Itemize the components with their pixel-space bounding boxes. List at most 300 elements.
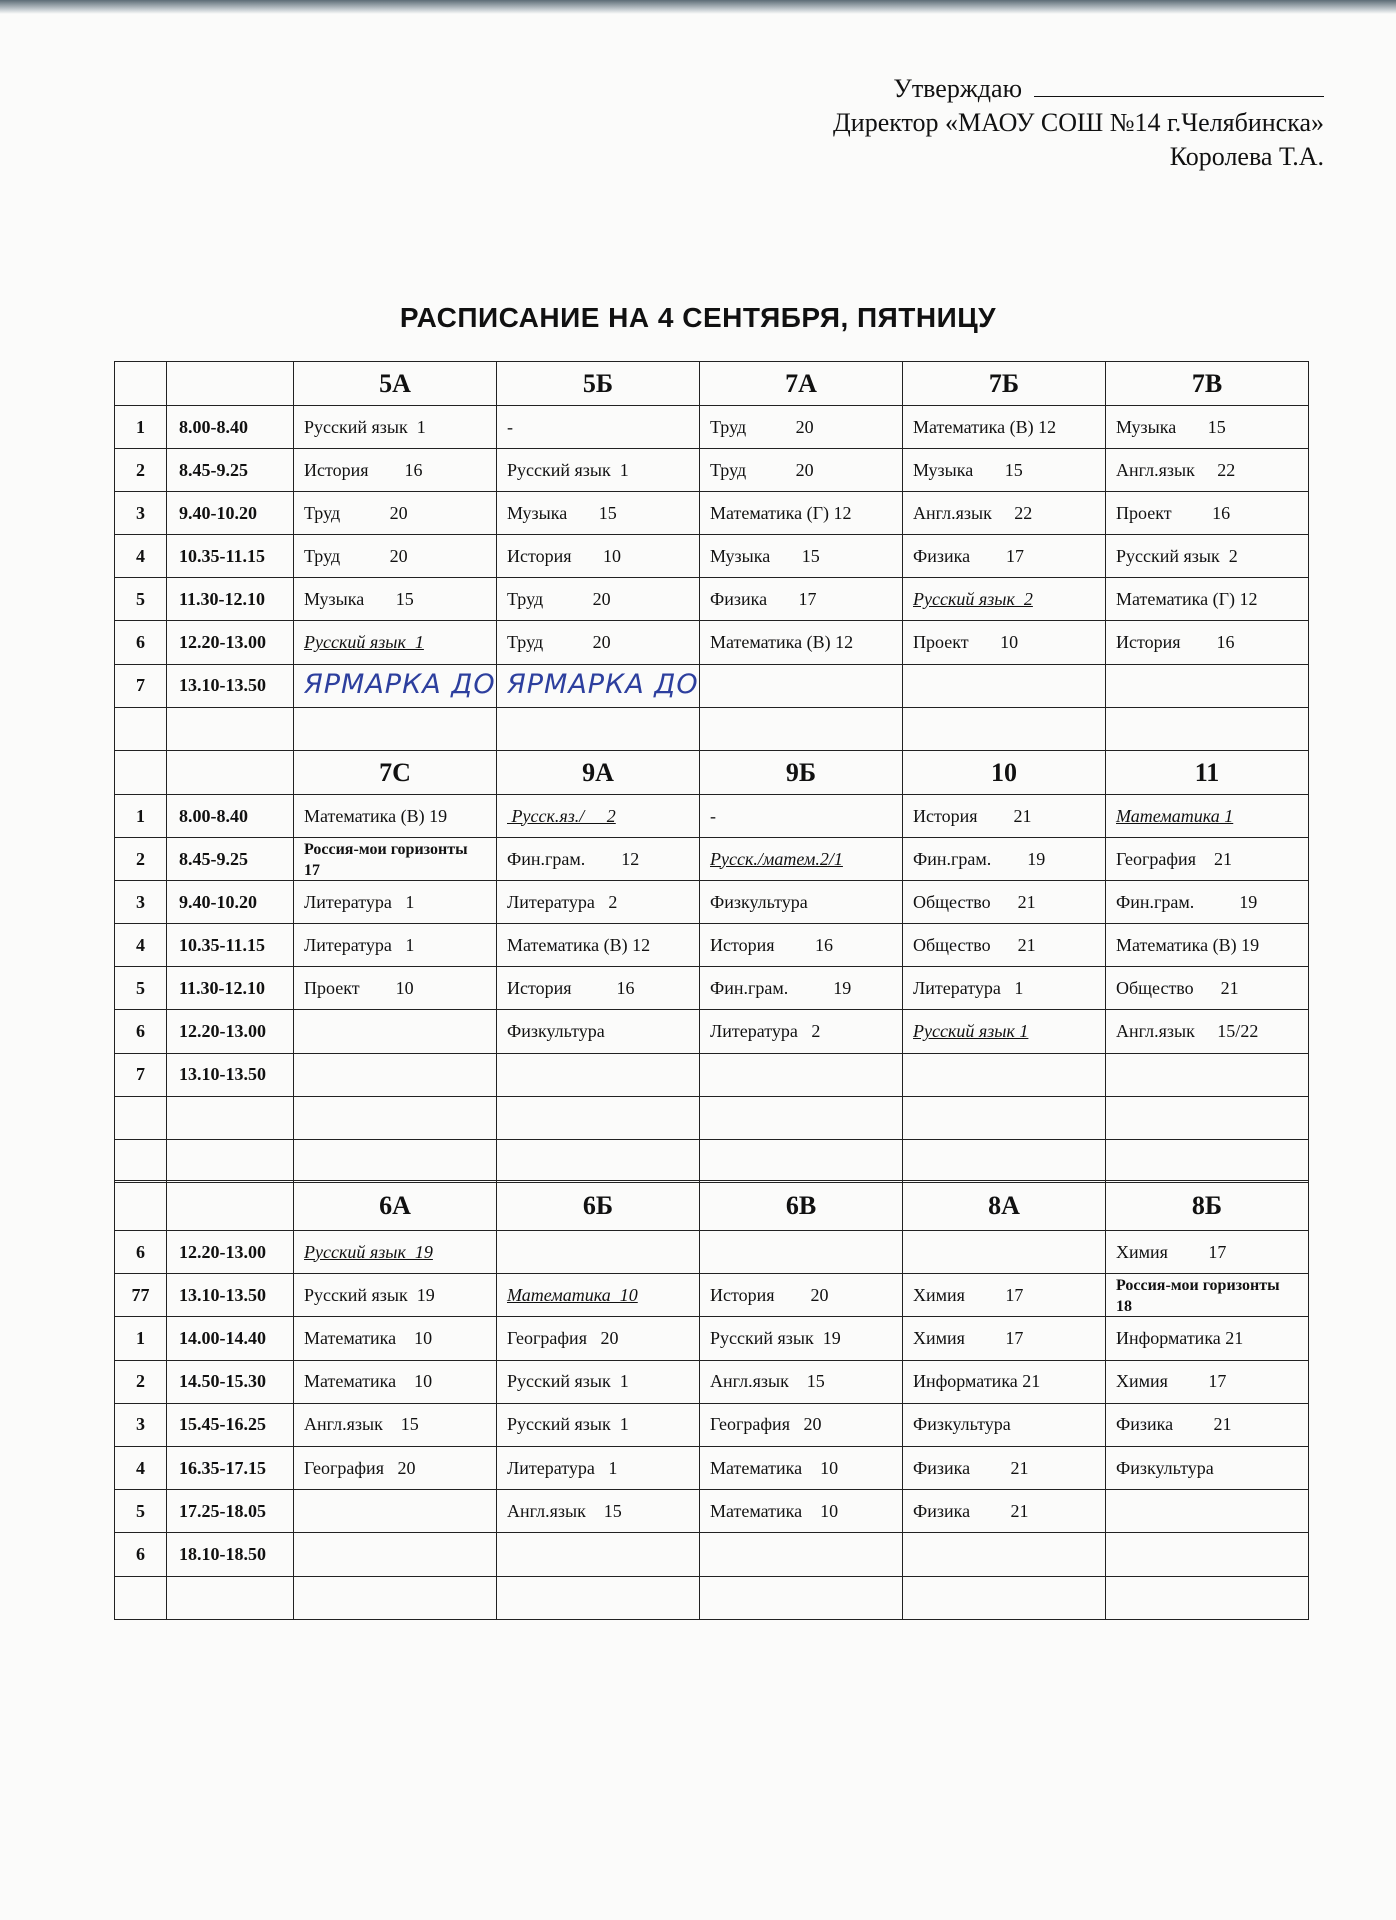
lesson-cell: [700, 1010, 903, 1053]
class-header: 5А: [294, 362, 497, 406]
lesson-cell: [294, 1096, 497, 1139]
subject-text: Математика 10: [710, 1500, 839, 1521]
class-header: 7С: [294, 751, 497, 795]
subject-text: Труд 20: [507, 632, 611, 653]
subject-text: География 21: [1116, 848, 1232, 869]
header-empty-cell: [167, 1181, 294, 1231]
subject-text: История 16: [304, 459, 423, 480]
class-header: 6В: [700, 1181, 903, 1231]
subject-text: Русский язык 2: [1116, 545, 1238, 566]
lesson-cell: [1106, 838, 1309, 881]
lesson-cell: [903, 492, 1106, 535]
lesson-cell: [294, 1317, 497, 1360]
subject-text: Русск./матем.2/1: [710, 848, 843, 869]
lesson-row: [115, 449, 1309, 492]
subject-text: Химия 17: [1116, 1241, 1227, 1262]
lesson-cell: [497, 1533, 700, 1576]
lesson-number: 1: [115, 1317, 167, 1360]
subject-text: История 20: [710, 1284, 829, 1305]
lesson-time: 8.00-8.40: [167, 795, 294, 838]
lesson-number: [115, 1139, 167, 1182]
class-header: 6А: [294, 1181, 497, 1231]
subject-text: Музыка 15: [913, 459, 1023, 480]
lesson-cell: [1106, 1053, 1309, 1096]
lesson-cell: [700, 621, 903, 664]
lesson-cell: [903, 664, 1106, 707]
header-empty-cell: [115, 1181, 167, 1231]
lesson-cell: [497, 881, 700, 924]
subject-text: Проект 16: [1116, 502, 1231, 523]
lesson-cell: [497, 1010, 700, 1053]
handwritten-note: ЯРМАРКА ДО: [507, 668, 699, 700]
lesson-cell: [903, 1139, 1106, 1182]
subject-text: Россия-мои горизонты 17: [304, 841, 468, 880]
lesson-cell: [294, 621, 497, 664]
subject-text: Физика 17: [913, 545, 1025, 566]
lesson-cell: [700, 664, 903, 707]
lesson-cell: [1106, 1490, 1309, 1533]
lesson-cell: [1106, 1446, 1309, 1489]
lesson-cell: [1106, 664, 1309, 707]
subject-text: География 20: [507, 1327, 619, 1348]
lesson-cell: [497, 1403, 700, 1446]
subject-text: Информатика 21: [913, 1371, 1041, 1392]
subject-text: Фин.грам. 19: [710, 977, 852, 998]
subject-text: Химия 17: [913, 1284, 1024, 1305]
subject-text: Музыка 15: [507, 502, 617, 523]
lesson-cell: [903, 707, 1106, 750]
class-header: 8А: [903, 1181, 1106, 1231]
lesson-row: [115, 967, 1309, 1010]
lesson-cell: [1106, 967, 1309, 1010]
subject-text: Физкультура: [1116, 1457, 1214, 1478]
lesson-cell: [903, 449, 1106, 492]
lesson-cell: [903, 1053, 1106, 1096]
subject-text: Математика 10: [304, 1371, 433, 1392]
class-header-row: [115, 362, 1309, 406]
lesson-time: 11.30-12.10: [167, 967, 294, 1010]
subject-text: История 16: [1116, 632, 1235, 653]
lesson-cell: [497, 535, 700, 578]
class-header: 6Б: [497, 1181, 700, 1231]
lesson-cell: [497, 838, 700, 881]
subject-text: Русский язык 19: [304, 1284, 435, 1305]
subject-text: Математика 10: [507, 1284, 638, 1305]
lesson-cell: [700, 1274, 903, 1317]
lesson-time: 13.10-13.50: [167, 1053, 294, 1096]
lesson-cell: [1106, 795, 1309, 838]
lesson-time: 13.10-13.50: [167, 664, 294, 707]
lesson-cell: [294, 578, 497, 621]
lesson-cell: [497, 1446, 700, 1489]
lesson-cell: [497, 1317, 700, 1360]
lesson-number: 6: [115, 621, 167, 664]
lesson-number: 2: [115, 1360, 167, 1403]
class-header: 10: [903, 751, 1106, 795]
lesson-cell: [294, 924, 497, 967]
lesson-cell: [294, 1403, 497, 1446]
subject-text: Химия 17: [1116, 1371, 1227, 1392]
lesson-number: 7: [115, 1053, 167, 1096]
lesson-row: [115, 1139, 1309, 1182]
lesson-cell: [497, 1139, 700, 1182]
subject-text: Музыка 15: [1116, 416, 1226, 437]
class-header: 7А: [700, 362, 903, 406]
subject-text: Русский язык 19: [304, 1241, 433, 1262]
subject-text: Физика 21: [1116, 1414, 1232, 1435]
lesson-row: [115, 1274, 1309, 1317]
lesson-row: [115, 881, 1309, 924]
lesson-number: 2: [115, 449, 167, 492]
lesson-cell: [903, 1576, 1106, 1619]
subject-text: История 16: [507, 977, 635, 998]
lesson-cell: [497, 492, 700, 535]
lesson-time: 15.45-16.25: [167, 1403, 294, 1446]
lesson-cell: [700, 924, 903, 967]
lesson-row: [115, 1490, 1309, 1533]
lesson-row: [115, 707, 1309, 750]
lesson-number: 2: [115, 838, 167, 881]
header-empty-cell: [115, 751, 167, 795]
lesson-time: 8.00-8.40: [167, 406, 294, 449]
subject-text: История 21: [913, 805, 1032, 826]
lesson-cell: [497, 1274, 700, 1317]
lesson-cell: [497, 578, 700, 621]
class-header: 9А: [497, 751, 700, 795]
subject-text: Англ.язык 15: [304, 1414, 419, 1435]
lesson-time: 8.45-9.25: [167, 449, 294, 492]
subject-text: Музыка 15: [710, 545, 820, 566]
lesson-cell: [700, 1317, 903, 1360]
subject-text: Русский язык 19: [710, 1327, 841, 1348]
lesson-cell: [497, 707, 700, 750]
lesson-time: 14.50-15.30: [167, 1360, 294, 1403]
lesson-cell: [497, 449, 700, 492]
subject-text: Физкультура: [710, 891, 808, 912]
subject-text: Англ.язык 22: [913, 502, 1033, 523]
lesson-cell: [294, 1360, 497, 1403]
lesson-cell: [497, 924, 700, 967]
lesson-time: [167, 1096, 294, 1139]
subject-text: Фин.грам. 12: [507, 848, 640, 869]
lesson-number: 7: [115, 664, 167, 707]
subject-text: Литература 2: [710, 1021, 821, 1042]
class-header: 9Б: [700, 751, 903, 795]
lesson-cell: [497, 1231, 700, 1274]
lesson-cell: [1106, 1533, 1309, 1576]
lesson-number: 6: [115, 1533, 167, 1576]
lesson-row: [115, 1403, 1309, 1446]
lesson-cell: [1106, 535, 1309, 578]
lesson-cell: [1106, 1576, 1309, 1619]
lesson-number: 1: [115, 795, 167, 838]
subject-text: Математика 10: [304, 1327, 433, 1348]
lesson-number: 5: [115, 1490, 167, 1533]
lesson-cell: [700, 707, 903, 750]
lesson-time: 9.40-10.20: [167, 881, 294, 924]
lesson-row: [115, 1533, 1309, 1576]
subject-text: Математика (Г) 12: [1116, 588, 1258, 609]
class-header: 8Б: [1106, 1181, 1309, 1231]
lesson-row: [115, 1053, 1309, 1096]
lesson-row: [115, 492, 1309, 535]
subject-text: Общество 21: [913, 934, 1036, 955]
subject-text: -: [507, 416, 513, 437]
subject-text: Англ.язык 15: [710, 1371, 825, 1392]
director-name: Королева Т.А.: [1169, 142, 1324, 171]
lesson-row: [115, 1317, 1309, 1360]
lesson-cell: [497, 967, 700, 1010]
lesson-cell: [903, 1533, 1106, 1576]
lesson-cell: [903, 1096, 1106, 1139]
lesson-cell: [903, 924, 1106, 967]
lesson-cell: [1106, 1317, 1309, 1360]
subject-text: Русск.яз./ 2: [507, 805, 616, 826]
subject-text: Англ.язык 15/22: [1116, 1021, 1259, 1042]
lesson-cell: [903, 1317, 1106, 1360]
signature-blank: [1034, 70, 1324, 97]
lesson-cell: [497, 1053, 700, 1096]
lesson-cell: [294, 795, 497, 838]
lesson-cell: [903, 535, 1106, 578]
lesson-time: 18.10-18.50: [167, 1533, 294, 1576]
lesson-cell: [294, 1053, 497, 1096]
lesson-cell: [1106, 449, 1309, 492]
lesson-cell: [1106, 1360, 1309, 1403]
subject-text: Физика 17: [710, 588, 817, 609]
schedule-table-2: [114, 750, 1309, 1183]
subject-text: Литература 1: [304, 891, 415, 912]
subject-text: Труд 20: [710, 416, 814, 437]
subject-text: Физкультура: [507, 1021, 605, 1042]
lesson-row: [115, 406, 1309, 449]
schedule-table-1: [114, 361, 1309, 751]
lesson-time: 10.35-11.15: [167, 535, 294, 578]
lesson-number: [115, 1576, 167, 1619]
subject-text: Математика (В) 19: [1116, 934, 1260, 955]
subject-text: Труд 20: [710, 459, 814, 480]
class-header: 7Б: [903, 362, 1106, 406]
subject-text: Литература 1: [507, 1457, 618, 1478]
lesson-cell: [294, 535, 497, 578]
lesson-cell: [903, 967, 1106, 1010]
lesson-time: 11.30-12.10: [167, 578, 294, 621]
lesson-cell: [497, 795, 700, 838]
lesson-cell: [903, 795, 1106, 838]
lesson-cell: [1106, 578, 1309, 621]
subject-text: География 20: [304, 1457, 416, 1478]
lesson-cell: [700, 492, 903, 535]
lesson-number: 77: [115, 1274, 167, 1317]
class-header-row: [115, 751, 1309, 795]
handwritten-note: ЯРМАРКА ДО: [304, 668, 496, 700]
subject-text: Химия 17: [913, 1327, 1024, 1348]
subject-text: Русский язык 1: [507, 459, 629, 480]
lesson-cell: [903, 406, 1106, 449]
lesson-number: 5: [115, 578, 167, 621]
subject-text: Физкультура: [913, 1414, 1011, 1435]
lesson-row: [115, 1446, 1309, 1489]
subject-text: Математика (В) 12: [913, 416, 1057, 437]
subject-text: Литература 1: [913, 977, 1024, 998]
subject-text: Россия-мои горизонты 18: [1116, 1277, 1280, 1316]
lesson-time: 12.20-13.00: [167, 621, 294, 664]
lesson-cell: [700, 1446, 903, 1489]
lesson-cell: [294, 707, 497, 750]
lesson-cell: [294, 1446, 497, 1489]
subject-text: Англ.язык 15: [507, 1500, 622, 1521]
subject-text: Литература 1: [304, 934, 415, 955]
subject-text: Русский язык 1: [304, 416, 426, 437]
subject-text: Физика 21: [913, 1500, 1029, 1521]
lesson-row: [115, 535, 1309, 578]
subject-text: Математика (В) 12: [710, 632, 854, 653]
approval-block: [724, 70, 1324, 174]
lesson-cell: [700, 795, 903, 838]
lesson-cell: [700, 1533, 903, 1576]
subject-text: Математика (В) 12: [507, 934, 651, 955]
lesson-cell: [294, 967, 497, 1010]
lesson-time: 12.20-13.00: [167, 1231, 294, 1274]
lesson-number: 4: [115, 924, 167, 967]
lesson-number: 4: [115, 535, 167, 578]
header-empty-cell: [167, 751, 294, 795]
lesson-cell: [700, 535, 903, 578]
lesson-cell: [700, 1403, 903, 1446]
lesson-cell: [294, 1576, 497, 1619]
lesson-cell: [1106, 1274, 1309, 1317]
subject-text: Труд 20: [507, 588, 611, 609]
subject-text: Труд 20: [304, 502, 408, 523]
lesson-cell: [903, 1274, 1106, 1317]
lesson-cell: [903, 1360, 1106, 1403]
lesson-cell: [903, 1231, 1106, 1274]
lesson-cell: [903, 838, 1106, 881]
subject-text: Русский язык 1: [507, 1371, 629, 1392]
lesson-cell: [700, 1096, 903, 1139]
subject-text: Литература 2: [507, 891, 618, 912]
subject-text: География 20: [710, 1414, 822, 1435]
subject-text: Труд 20: [304, 545, 408, 566]
subject-text: История 16: [710, 934, 834, 955]
lesson-cell: [903, 1490, 1106, 1533]
lesson-time: [167, 707, 294, 750]
lesson-number: [115, 707, 167, 750]
subject-text: Проект 10: [913, 632, 1019, 653]
lesson-row: [115, 795, 1309, 838]
lesson-time: 12.20-13.00: [167, 1010, 294, 1053]
lesson-time: [167, 1139, 294, 1182]
lesson-number: 3: [115, 492, 167, 535]
lesson-row: [115, 621, 1309, 664]
lesson-cell: [1106, 492, 1309, 535]
lesson-cell: [1106, 1403, 1309, 1446]
lesson-cell: [700, 1576, 903, 1619]
lesson-cell: [1106, 1010, 1309, 1053]
lesson-cell: [294, 838, 497, 881]
lesson-cell: [700, 449, 903, 492]
lesson-cell: [294, 449, 497, 492]
lesson-time: 9.40-10.20: [167, 492, 294, 535]
class-header: 11: [1106, 751, 1309, 795]
class-header: 5Б: [497, 362, 700, 406]
subject-text: Русский язык 1: [507, 1414, 629, 1435]
lesson-row: [115, 1231, 1309, 1274]
approve-label: Утверждаю: [893, 74, 1022, 103]
class-header-row: [115, 1181, 1309, 1231]
lesson-cell: [700, 406, 903, 449]
subject-text: Физика 21: [913, 1457, 1029, 1478]
schedule-table-3: [114, 1180, 1309, 1620]
subject-text: Англ.язык 22: [1116, 459, 1236, 480]
lesson-number: 3: [115, 1403, 167, 1446]
lesson-cell: [903, 1403, 1106, 1446]
lesson-row: [115, 1360, 1309, 1403]
subject-text: Фин.грам. 19: [1116, 891, 1258, 912]
subject-text: Фин.грам. 19: [913, 848, 1046, 869]
lesson-time: 17.25-18.05: [167, 1490, 294, 1533]
lesson-number: 3: [115, 881, 167, 924]
lesson-number: 1: [115, 406, 167, 449]
lesson-cell: [700, 838, 903, 881]
subject-text: Русский язык 1: [913, 1021, 1029, 1042]
subject-text: -: [710, 805, 716, 826]
lesson-cell: [700, 967, 903, 1010]
lesson-cell: [700, 578, 903, 621]
lesson-cell: [497, 621, 700, 664]
lesson-cell: [1106, 1231, 1309, 1274]
subject-text: История 10: [507, 545, 622, 566]
lesson-time: 16.35-17.15: [167, 1446, 294, 1489]
lesson-number: 6: [115, 1231, 167, 1274]
lesson-cell: [497, 1576, 700, 1619]
lesson-number: [115, 1096, 167, 1139]
lesson-cell: [294, 664, 497, 707]
lesson-number: 4: [115, 1446, 167, 1489]
lesson-cell: [497, 664, 700, 707]
lesson-cell: [1106, 621, 1309, 664]
lesson-cell: [294, 1231, 497, 1274]
lesson-time: 14.00-14.40: [167, 1317, 294, 1360]
header-empty-cell: [115, 362, 167, 406]
lesson-cell: [294, 1533, 497, 1576]
lesson-cell: [700, 1360, 903, 1403]
class-header: 7В: [1106, 362, 1309, 406]
lesson-cell: [294, 1490, 497, 1533]
lesson-number: 5: [115, 967, 167, 1010]
lesson-cell: [294, 492, 497, 535]
lesson-cell: [497, 1096, 700, 1139]
subject-text: Русский язык 1: [304, 632, 424, 653]
lesson-cell: [1106, 707, 1309, 750]
subject-text: Математика (В) 19: [304, 805, 448, 826]
header-empty-cell: [167, 362, 294, 406]
subject-text: Музыка 15: [304, 588, 414, 609]
subject-text: Проект 10: [304, 977, 414, 998]
lesson-time: 10.35-11.15: [167, 924, 294, 967]
subject-text: Информатика 21: [1116, 1327, 1244, 1348]
lesson-cell: [903, 1446, 1106, 1489]
lesson-cell: [294, 1139, 497, 1182]
subject-text: Математика 1: [1116, 805, 1234, 826]
lesson-time: [167, 1576, 294, 1619]
lesson-row: [115, 1096, 1309, 1139]
page-title: РАСПИСАНИЕ НА 4 СЕНТЯБРЯ, ПЯТНИЦУ: [399, 302, 997, 333]
approve-line: [724, 70, 1324, 106]
lesson-cell: [700, 1053, 903, 1096]
subject-text: Математика (Г) 12: [710, 502, 852, 523]
lesson-cell: [294, 406, 497, 449]
